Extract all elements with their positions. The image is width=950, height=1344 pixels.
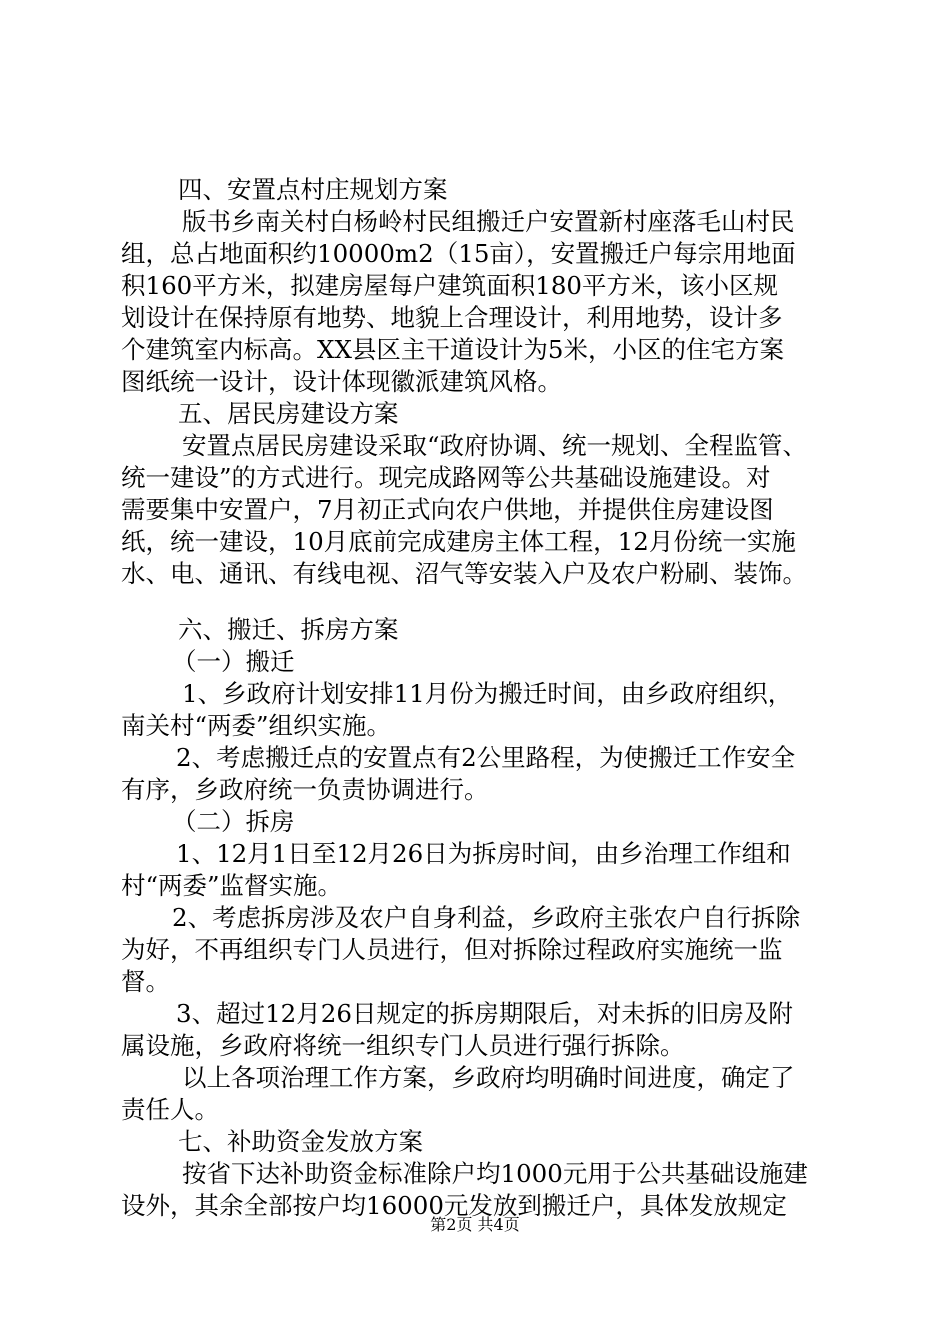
paragraph-line: 有序，乡政府统一负责协调进行。	[121, 775, 489, 804]
paragraph-line: 南关村“两委”组织实施。	[121, 711, 392, 740]
section-heading-6: 六、搬迁、拆房方案	[178, 615, 399, 644]
paragraph-line: 需要集中安置户，7月初正式向农户供地，并提供住房建设图	[121, 495, 774, 524]
paragraph-line: 2、考虑拆房涉及农户自身利益，乡政府主张农户自行拆除	[172, 903, 801, 932]
subsection-heading: （二）拆房	[172, 807, 295, 836]
paragraph-line: 1、12月1日至12月26日为拆房时间，由乡治理工作组和	[176, 839, 791, 868]
paragraph-line: 督。	[121, 967, 170, 996]
paragraph-line: 版书乡南关村白杨岭村民组搬迁户安置新村座落毛山村民	[182, 207, 795, 236]
paragraph-line: 属设施，乡政府将统一组织专门人员进行强行拆除。	[121, 1031, 685, 1060]
paragraph-line: 水、电、通讯、有线电视、沼气等安装入户及农户粉刷、装饰。	[121, 559, 807, 588]
paragraph-line: 组，总占地面积约10000m2（15亩），安置搬迁户每宗用地面	[121, 239, 796, 268]
paragraph-line: 安置点居民房建设采取“政府协调、统一规划、全程监管、	[182, 431, 808, 460]
paragraph-line: 纸，统一建设，10月底前完成建房主体工程，12月份统一实施	[121, 527, 796, 556]
paragraph-line: 设外，其余全部按户均16000元发放到搬迁户，具体发放规定	[121, 1191, 787, 1220]
section-heading-7: 七、补助资金发放方案	[178, 1127, 423, 1156]
paragraph-line: 为好，不再组织专门人员进行，但对拆除过程政府实施统一监	[121, 935, 783, 964]
paragraph-line: 以上各项治理工作方案，乡政府均明确时间进度，确定了	[182, 1063, 795, 1092]
paragraph-line: 按省下达补助资金标准除户均1000元用于公共基础设施建	[182, 1159, 808, 1188]
section-heading-5: 五、居民房建设方案	[178, 399, 399, 428]
paragraph-line: 划设计在保持原有地势、地貌上合理设计，利用地势，设计多	[121, 303, 783, 332]
paragraph-line: 2、考虑搬迁点的安置点有2公里路程，为使搬迁工作安全	[176, 743, 796, 772]
paragraph-line: 责任人。	[121, 1095, 219, 1124]
paragraph-line: 个建筑室内标高。XX县区主干道设计为5米，小区的住宅方案	[121, 335, 784, 364]
subsection-heading: （一）搬迁	[172, 647, 295, 676]
paragraph-line: 积160平方米，拟建房屋每户建筑面积180平方米，该小区规	[121, 271, 779, 300]
paragraph-line: 统一建设”的方式进行。现完成路网等公共基础设施建设。对	[121, 463, 771, 492]
paragraph-line: 村“两委”监督实施。	[121, 871, 343, 900]
paragraph-line: 图纸统一设计，设计体现徽派建筑风格。	[121, 367, 562, 396]
section-heading-4: 四、安置点村庄规划方案	[178, 175, 448, 204]
paragraph-line: 1、乡政府计划安排11月份为搬迁时间，由乡政府组织，	[182, 679, 793, 708]
paragraph-line: 3、超过12月26日规定的拆房期限后，对未拆的旧房及附	[176, 999, 793, 1028]
page-number-footer: 第2页 共4页	[430, 1215, 520, 1234]
